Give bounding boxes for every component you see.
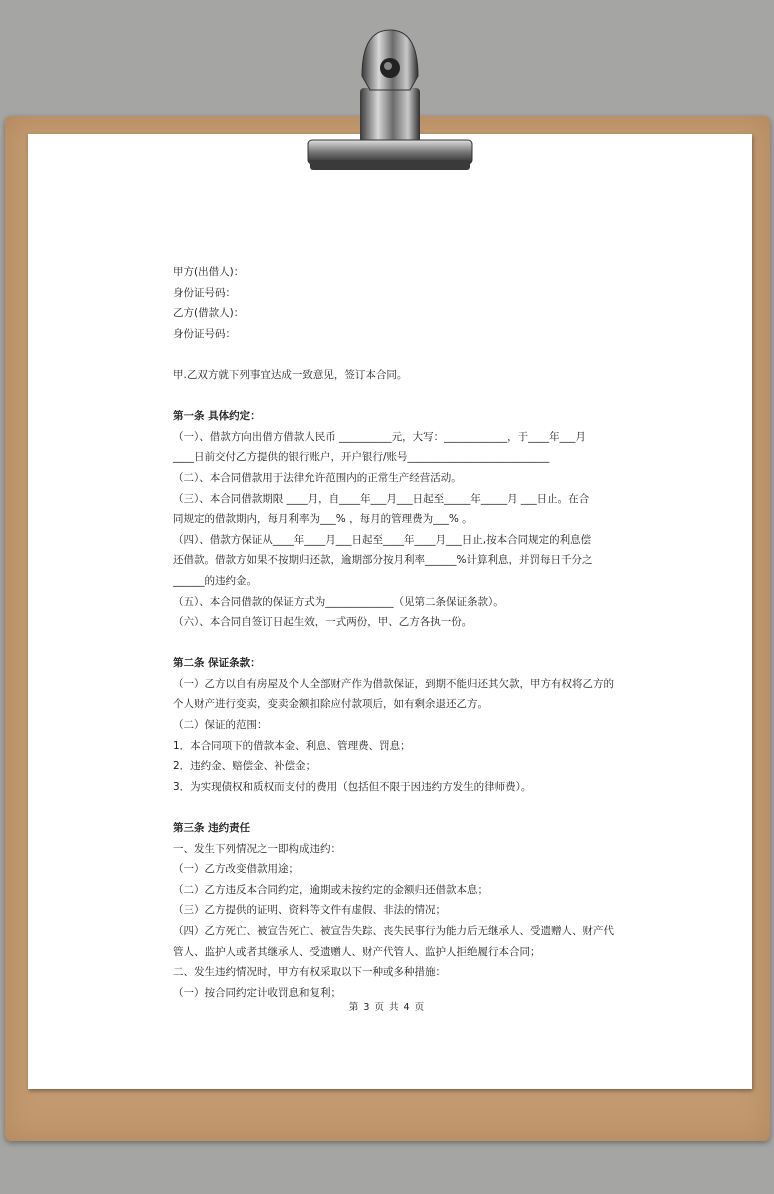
- text-line: （一）乙方改变借款用途；: [173, 863, 299, 876]
- text-line: （二）乙方违反本合同约定，逾期或未按约定的金额归还借款本息；: [173, 883, 488, 896]
- contract-body: [173, 262, 613, 1003]
- text-line: ____日前交付乙方提供的银行账户，开户银行/账号___________________________: [173, 451, 550, 464]
- text-line: 身份证号码：: [173, 286, 236, 299]
- binder-clip-icon: [300, 28, 480, 178]
- text-line: ______的违约金。: [173, 574, 257, 587]
- text-line: （三）乙方提供的证明、资料等文件有虚假、非法的情况；: [173, 904, 446, 917]
- text-line: （一）、借款方向出借方借款人民币 __________元，大写：____________，于____年___月: [173, 430, 586, 443]
- text-line: 个人财产进行变卖，变卖金额扣除应付款项后，如有剩余退还乙方。: [173, 698, 488, 711]
- text-line: （四）、借款方保证从____年____月___日起至____年____月___日止,按本合同规定的利息偿: [173, 533, 592, 546]
- text-line: 身份证号码：: [173, 327, 236, 340]
- blank-line: [173, 386, 613, 407]
- text-line: （二）、本合同借款用于法律允许范围内的正常生产经营活动。: [173, 471, 462, 484]
- text-line: （一）乙方以自有房屋及个人全部财产作为借款保证，到期不能归还其欠款，甲方有权将乙方的: [173, 677, 614, 690]
- text-line: （三）、本合同借款期限 ____月，自____年___月___日起至_____年_____月 ___日止。在合: [173, 492, 590, 505]
- text-line: 管人、监护人或者其继承人、受遗赠人、财产代管人、监护人拒绝履行本合同；: [173, 945, 541, 958]
- text-line: （一）按合同约定计收罚息和复利；: [173, 986, 341, 999]
- text-line: 甲.乙双方就下列事宜达成一致意见，签订本合同。: [173, 368, 408, 381]
- section-heading: 第二条 保证条款：: [173, 657, 261, 670]
- text-line: 1．本合同项下的借款本金、利息、管理费、罚息；: [173, 739, 411, 752]
- blank-line: [173, 633, 613, 654]
- text-line: 还借款。借款方如果不按期归还款，逾期部分按月利率______%计算利息，并罚每日千分之: [173, 554, 593, 567]
- text-line: 2．违约金、赔偿金、补偿金；: [173, 760, 317, 773]
- text-line: （四）乙方死亡、被宣告死亡、被宣告失踪、丧失民事行为能力后无继承人、受遗赠人、财产代: [173, 925, 614, 937]
- page-number-footer: 第 3 页 共 4 页: [348, 1002, 426, 1013]
- text-line: （六）、本合同自签订日起生效，一式两份，甲、乙方各执一份。: [173, 616, 473, 629]
- text-line: 一、发生下列情况之一即构成违约：: [173, 842, 341, 855]
- text-line: 同规定的借款期内，每月利率为___% ，每月的管理费为___% 。: [173, 513, 473, 526]
- text-line: 3．为实现债权和质权而支付的费用（包括但不限于因违约方发生的律师费）。: [173, 780, 532, 793]
- blank-line: [173, 797, 613, 818]
- text-line: （五）、本合同借款的保证方式为_____________（见第二条保证条款）。: [173, 595, 504, 608]
- text-line: 甲方(出借人)：: [173, 266, 245, 278]
- blank-line: [173, 344, 613, 365]
- text-line: 乙方(借款人)：: [173, 307, 245, 320]
- text-line: （二）保证的范围：: [173, 719, 268, 732]
- section-heading: 第三条 违约责任: [173, 822, 251, 835]
- section-heading: 第一条 具体约定：: [173, 410, 261, 423]
- text-line: 二、发生违约情况时，甲方有权采取以下一种或多种措施：: [173, 966, 446, 979]
